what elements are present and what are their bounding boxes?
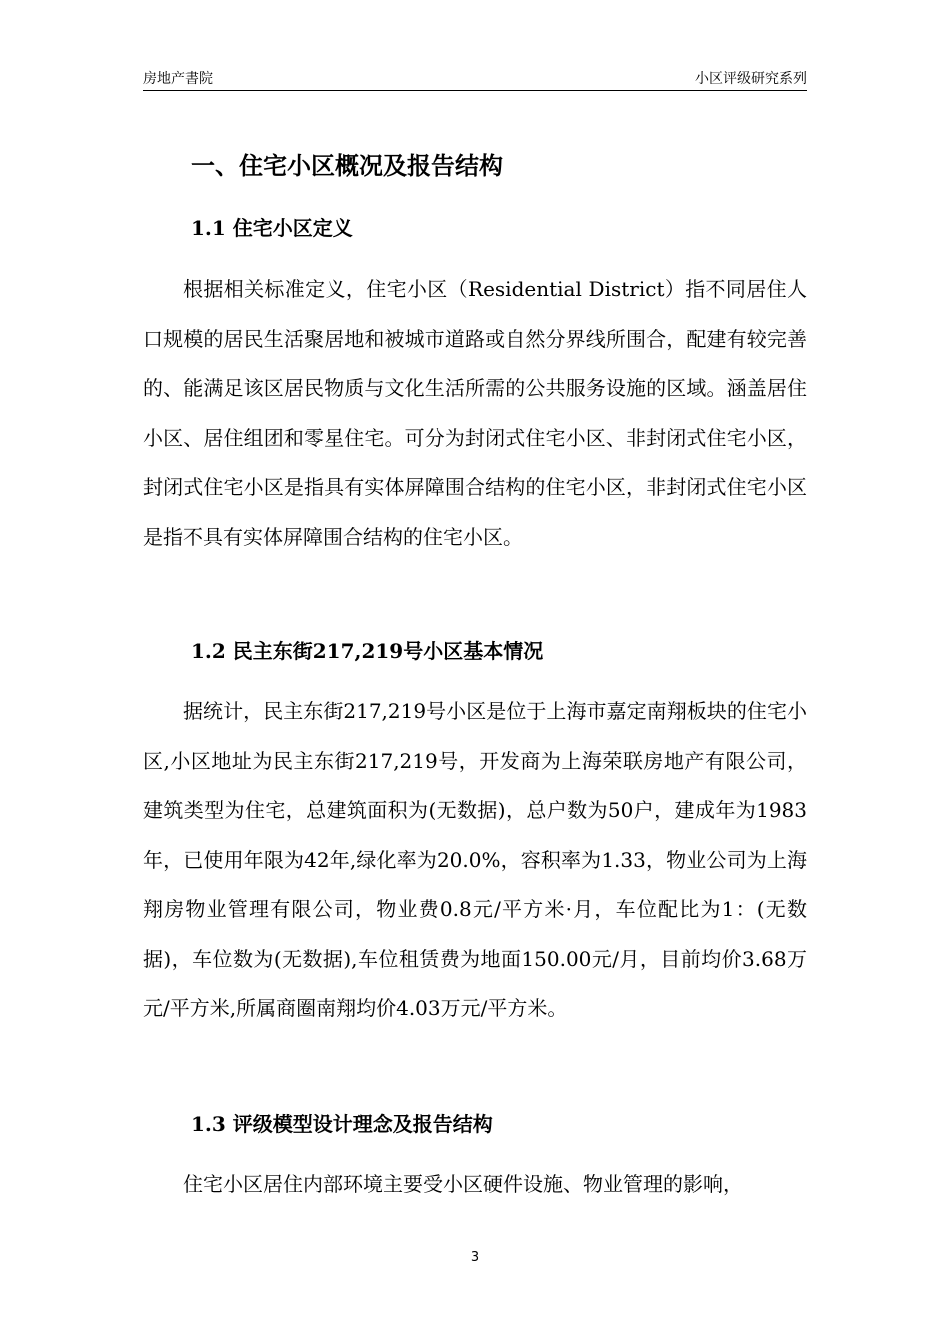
section-heading-1-2: 1.2 民主东街217,219号小区基本情况	[191, 639, 544, 663]
paragraph-rating-model: 住宅小区居住内部环境主要受小区硬件设施、物业管理的影响，	[183, 1172, 743, 1196]
section-heading-1-3: 1.3 评级模型设计理念及报告结构	[191, 1112, 493, 1136]
chapter-heading: 一、住宅小区概况及报告结构	[191, 151, 503, 180]
paragraph-residential-district-definition: 根据相关标准定义，住宅小区（Residential District）指不同居住人口规模的居民生活聚居地和被城市道路或自然分界线所围合，配建有较完善的、能满足该区居民物质与文化生活所需的公共服务设施的区域。涵盖居住小区、居住组团和零星住宅。可分为封闭式住宅小区、非封闭式住宅小区，封闭式住宅小区是指具有实体屏障围合结构的住宅小区，非封闭式住宅小区是指不具有实体屏障围合结构的住宅小区。	[143, 277, 807, 549]
paragraph-district-basic-info: 据统计，民主东街217,219号小区是位于上海市嘉定南翔板块的住宅小区,小区地址为民主东街217,219号，开发商为上海荣联房地产有限公司，建筑类型为住宅，总建筑面积为(无数据)，总户数为50户，建成年为1983年，已使用年限为42年,绿化率为20.0%，容积率为1.33，物业公司为上海翔房物业管理有限公司，物业费0.8元/平方米·月，车位配比为1：(无数据)，车位数为(无数据),车位租赁费为地面150.00元/月，目前均价3.68万元/平方米,所属商圈南翔均价4.03万元/平方米。	[143, 699, 807, 1020]
header-right-title: 小区评级研究系列	[695, 71, 807, 87]
header-left-title: 房地产書院	[143, 71, 213, 87]
section-heading-1-1: 1.1 住宅小区定义	[191, 216, 353, 240]
page-number: 3	[470, 1250, 480, 1265]
page-header	[143, 66, 807, 91]
